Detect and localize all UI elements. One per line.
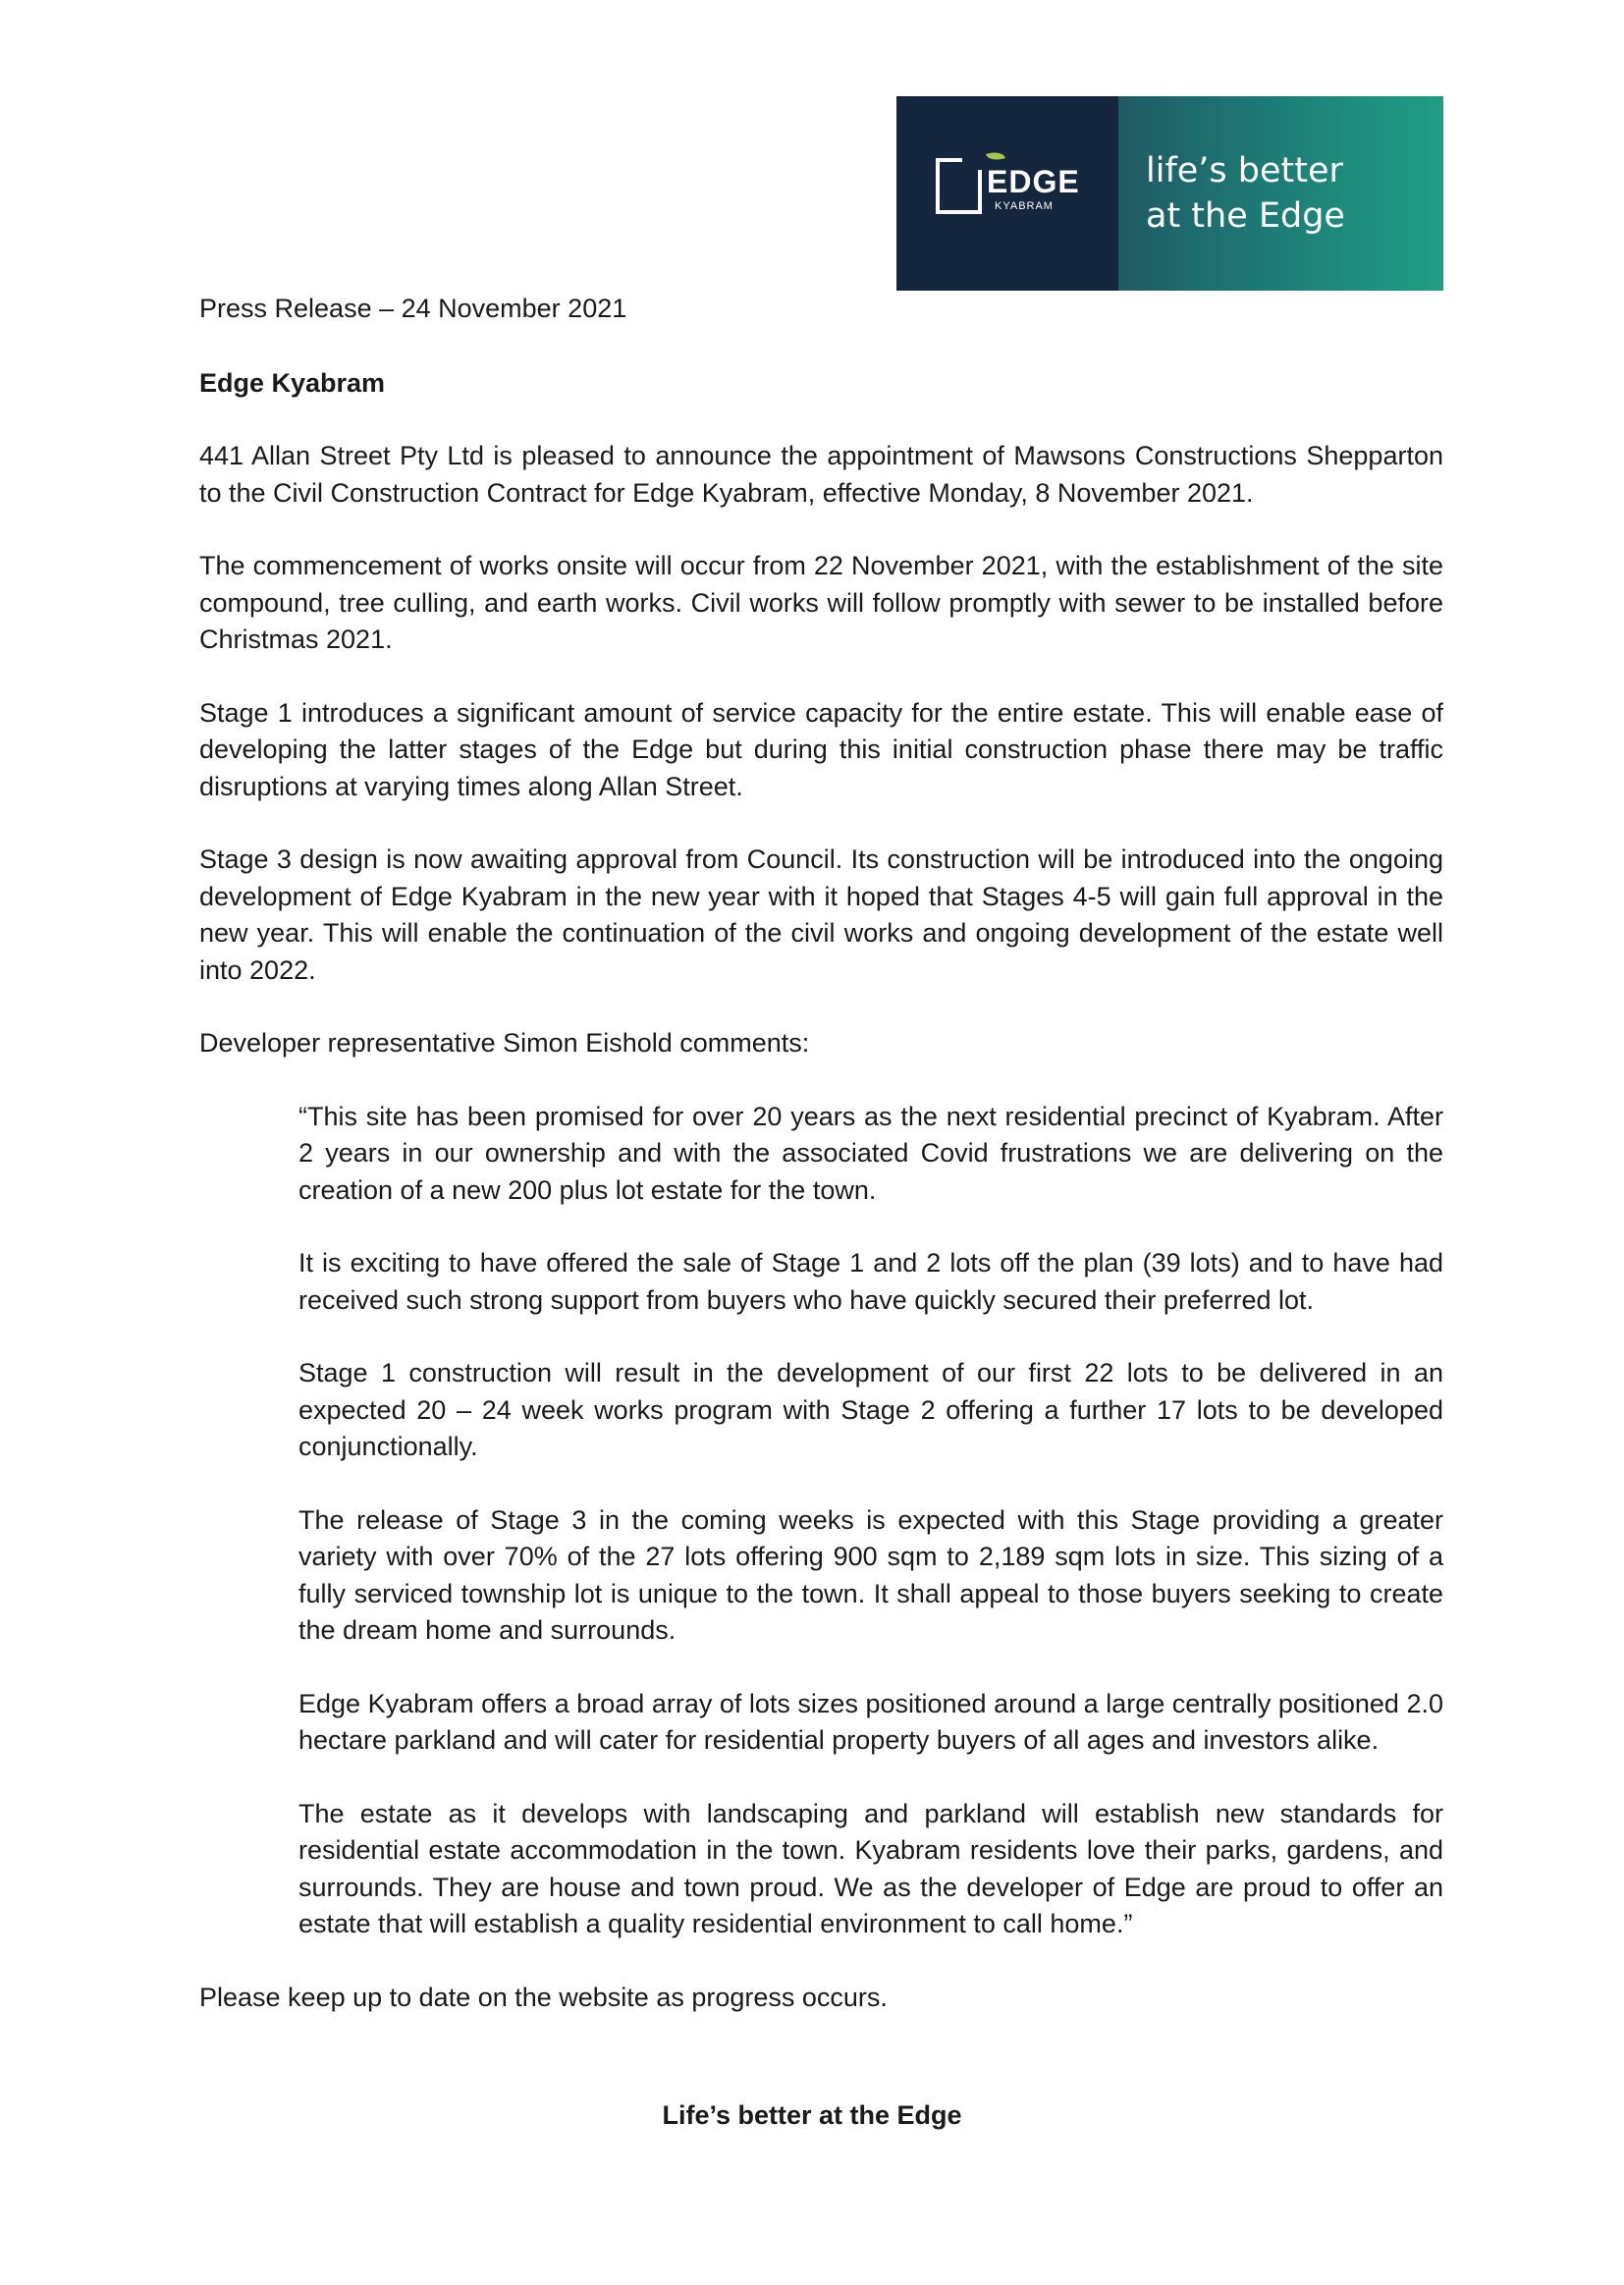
footer-tagline: Life’s better at the Edge	[662, 2100, 962, 2130]
document-body	[199, 291, 1443, 2016]
document-heading: Edge Kyabram	[199, 367, 386, 398]
quote-paragraph: “This site has been promised for over 20 years as the next residential precinct of Kyabram. After 2 years in our ownership and with the associated Covid frustrations we are delivering on the creation of a new 200 plus lot estate for the town.	[298, 1101, 1443, 1205]
tagline-panel	[1118, 96, 1443, 291]
header-banner	[896, 96, 1443, 291]
tagline-line-1: life’s better	[1146, 151, 1343, 190]
quote-paragraph: The release of Stage 3 in the coming weeks is expected with this Stage providing a greater variety with over 70% of the 27 lots offering 900 sqm to 2,189 sqm lots in size. This sizing of a fully serviced township lot is unique to the town. It shall appeal to those buyers seeking to create the dream home and surrounds.	[298, 1504, 1443, 1645]
quote-paragraph: Edge Kyabram offers a broad array of lots sizes positioned around a large centrally positioned 2.0 hectare parkland and will cater for residential property buyers of all ages and investors alike.	[298, 1688, 1443, 1755]
logo-frame-icon	[936, 158, 982, 214]
leaf-icon	[986, 148, 1005, 163]
release-date: Press Release – 24 November 2021	[199, 294, 627, 323]
quote-block	[298, 1099, 1443, 1943]
paragraph: 441 Allan Street Pty Ltd is pleased to announce the appointment of Mawsons Constructions Shepparton to the Civil Construction Contract for Edge Kyabram, effective Monday, 8 November 2021.	[199, 441, 1443, 508]
logo-panel	[896, 96, 1118, 291]
logo-wordmark: EDGE	[987, 164, 1080, 199]
tagline-line-2: at the Edge	[1146, 196, 1345, 236]
closing-line: Please keep up to date on the website as progress occurs.	[199, 1982, 888, 2012]
quote-paragraph: Stage 1 construction will result in the development of our first 22 lots to be delivered in an expected 20 – 24 week works program with Stage 2 offering a further 17 lots to be developed conjunctionally.	[298, 1358, 1443, 1461]
quote-paragraph: The estate as it develops with landscaping and parkland will establish new standards for residential estate accommodation in the town. Kyabram residents love their parks, gardens, and surrounds. They are house and town proud. We as the developer of Edge are proud to offer an estate that will establish a quality residential environment to call home.”	[298, 1798, 1443, 1938]
logo-subtitle: KYABRAM	[995, 200, 1054, 212]
paragraph: The commencement of works onsite will occur from 22 November 2021, with the establishment of the site compound, tree culling, and earth works. Civil works will follow promptly with sewer to be installed before Christmas 2021.	[199, 551, 1443, 654]
paragraph: Stage 1 introduces a significant amount of service capacity for the entire estate. This will enable ease of developing the latter stages of the Edge but during this initial construction phase there may be traffic disruptions at varying times along Allan Street.	[199, 697, 1443, 801]
paragraph: Developer representative Simon Eishold comments:	[199, 1028, 810, 1058]
paragraph: Stage 3 design is now awaiting approval from Council. Its construction will be introduced into the ongoing development of Edge Kyabram in the new year with it hoped that Stages 4-5 will gain full approval in the new year. This will enable the continuation of the civil works and ongoing development of the estate well into 2022.	[199, 844, 1443, 985]
quote-paragraph: It is exciting to have offered the sale of Stage 1 and 2 lots off the plan (39 lots) and to have had received such strong support from buyers who have quickly secured their preferred lot.	[298, 1248, 1443, 1315]
